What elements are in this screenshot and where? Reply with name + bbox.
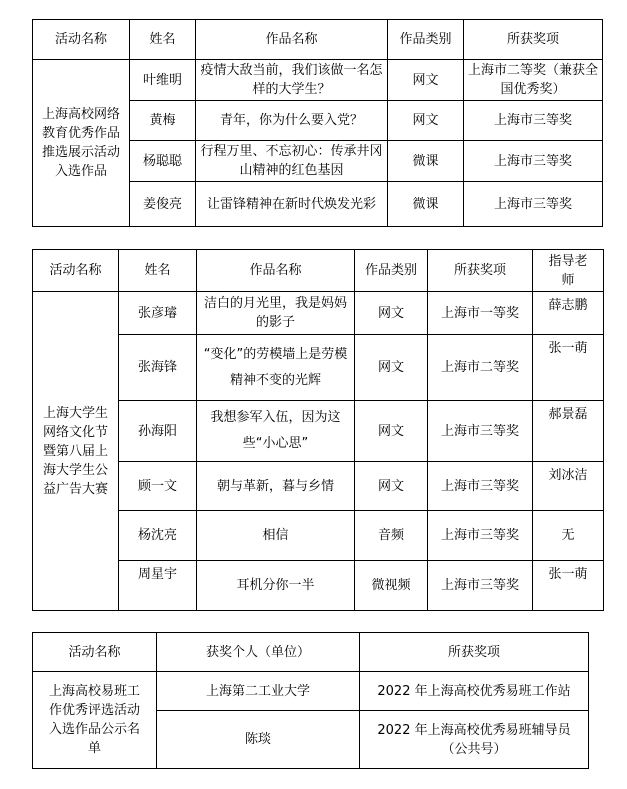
person-name: 杨聪聪 — [130, 141, 196, 182]
work-category: 网文 — [355, 335, 428, 401]
award-table-3 — [32, 632, 589, 769]
work-title: 朝与革新，暮与乡情 — [197, 462, 355, 511]
table-row — [33, 60, 603, 101]
award: 上海市三等奖 — [428, 561, 533, 611]
award: 上海市三等奖 — [428, 511, 533, 561]
work-category: 微课 — [388, 141, 464, 182]
award: 2022 年上海高校优秀易班工作站 — [360, 672, 589, 711]
person-name: 孙海阳 — [119, 401, 197, 462]
person-name: 黄梅 — [130, 101, 196, 141]
header-award: 所获奖项 — [464, 20, 603, 60]
work-title: 疫情大敌当前，我们该做一名怎样的大学生？ — [196, 60, 388, 101]
work-title: 耳机分你一半 — [197, 561, 355, 611]
award: 上海市三等奖 — [428, 401, 533, 462]
work-title: 洁白的月光里，我是妈妈的影子 — [197, 292, 355, 335]
header-activity: 活动名称 — [33, 250, 119, 292]
award: 上海市三等奖 — [428, 462, 533, 511]
table-row — [33, 335, 604, 401]
award: 上海市三等奖 — [464, 182, 603, 227]
work-category: 音频 — [355, 511, 428, 561]
header-award: 所获奖项 — [360, 633, 589, 672]
award: 2022 年上海高校优秀易班辅导员（公共号） — [360, 711, 589, 769]
advisor: 张一萌 — [533, 561, 604, 611]
work-category: 网文 — [355, 292, 428, 335]
advisor: 刘冰洁 — [533, 462, 604, 511]
table-row — [33, 462, 604, 511]
advisor: 无 — [533, 511, 604, 561]
work-title: 我想参军入伍，因为这些“小心思” — [197, 401, 355, 462]
header-category: 作品类别 — [388, 20, 464, 60]
person-name: 周星宇 — [119, 561, 197, 611]
header-teacher: 指导老师 — [533, 250, 604, 292]
work-category: 微课 — [388, 182, 464, 227]
person-name: 姜俊亮 — [130, 182, 196, 227]
person-name: 顾一文 — [119, 462, 197, 511]
header-award: 所获奖项 — [428, 250, 533, 292]
person-name: 叶维明 — [130, 60, 196, 101]
table-header-row — [33, 250, 604, 292]
award: 上海市三等奖 — [464, 141, 603, 182]
award: 上海市二等奖（兼获全国优秀奖） — [464, 60, 603, 101]
table-header-row — [33, 633, 589, 672]
winner-name: 上海第二工业大学 — [157, 672, 360, 711]
person-name: 杨沈亮 — [119, 511, 197, 561]
header-category: 作品类别 — [355, 250, 428, 292]
work-category: 网文 — [355, 462, 428, 511]
table-row — [33, 672, 589, 711]
work-title: 让雷锋精神在新时代焕发光彩 — [196, 182, 388, 227]
table-row — [33, 401, 604, 462]
person-name: 张彦璿 — [119, 292, 197, 335]
work-category: 网文 — [355, 401, 428, 462]
award: 上海市二等奖 — [428, 335, 533, 401]
header-activity: 活动名称 — [33, 633, 157, 672]
activity-name: 上海高校网络教育优秀作品推选展示活动入选作品 — [33, 60, 130, 227]
activity-name: 上海大学生网络文化节暨第八届上海大学生公益广告大赛 — [33, 292, 119, 611]
work-title: 行程万里、不忘初心：传承井冈山精神的红色基因 — [196, 141, 388, 182]
award-table-2 — [32, 249, 604, 611]
header-winner: 获奖个人（单位） — [157, 633, 360, 672]
header-work: 作品名称 — [196, 20, 388, 60]
header-work: 作品名称 — [197, 250, 355, 292]
work-category: 网文 — [388, 60, 464, 101]
advisor: 张一萌 — [533, 335, 604, 401]
table-header-row — [33, 20, 603, 60]
award-table-1 — [32, 19, 603, 227]
award: 上海市一等奖 — [428, 292, 533, 335]
work-category: 网文 — [388, 101, 464, 141]
person-name: 张海锋 — [119, 335, 197, 401]
award: 上海市三等奖 — [464, 101, 603, 141]
work-title: 青年，你为什么要入党？ — [196, 101, 388, 141]
header-name: 姓名 — [130, 20, 196, 60]
table-row — [33, 292, 604, 335]
table-row — [33, 511, 604, 561]
header-activity: 活动名称 — [33, 20, 130, 60]
advisor: 郝景磊 — [533, 401, 604, 462]
winner-name: 陈琰 — [157, 711, 360, 769]
work-category: 微视频 — [355, 561, 428, 611]
table-row — [33, 561, 604, 611]
header-name: 姓名 — [119, 250, 197, 292]
activity-name: 上海高校易班工作优秀评选活动入选作品公示名单 — [33, 672, 157, 769]
work-title: 相信 — [197, 511, 355, 561]
work-title: “变化”的劳模墙上是劳模精神不变的光辉 — [197, 335, 355, 401]
advisor: 薛志鹏 — [533, 292, 604, 335]
